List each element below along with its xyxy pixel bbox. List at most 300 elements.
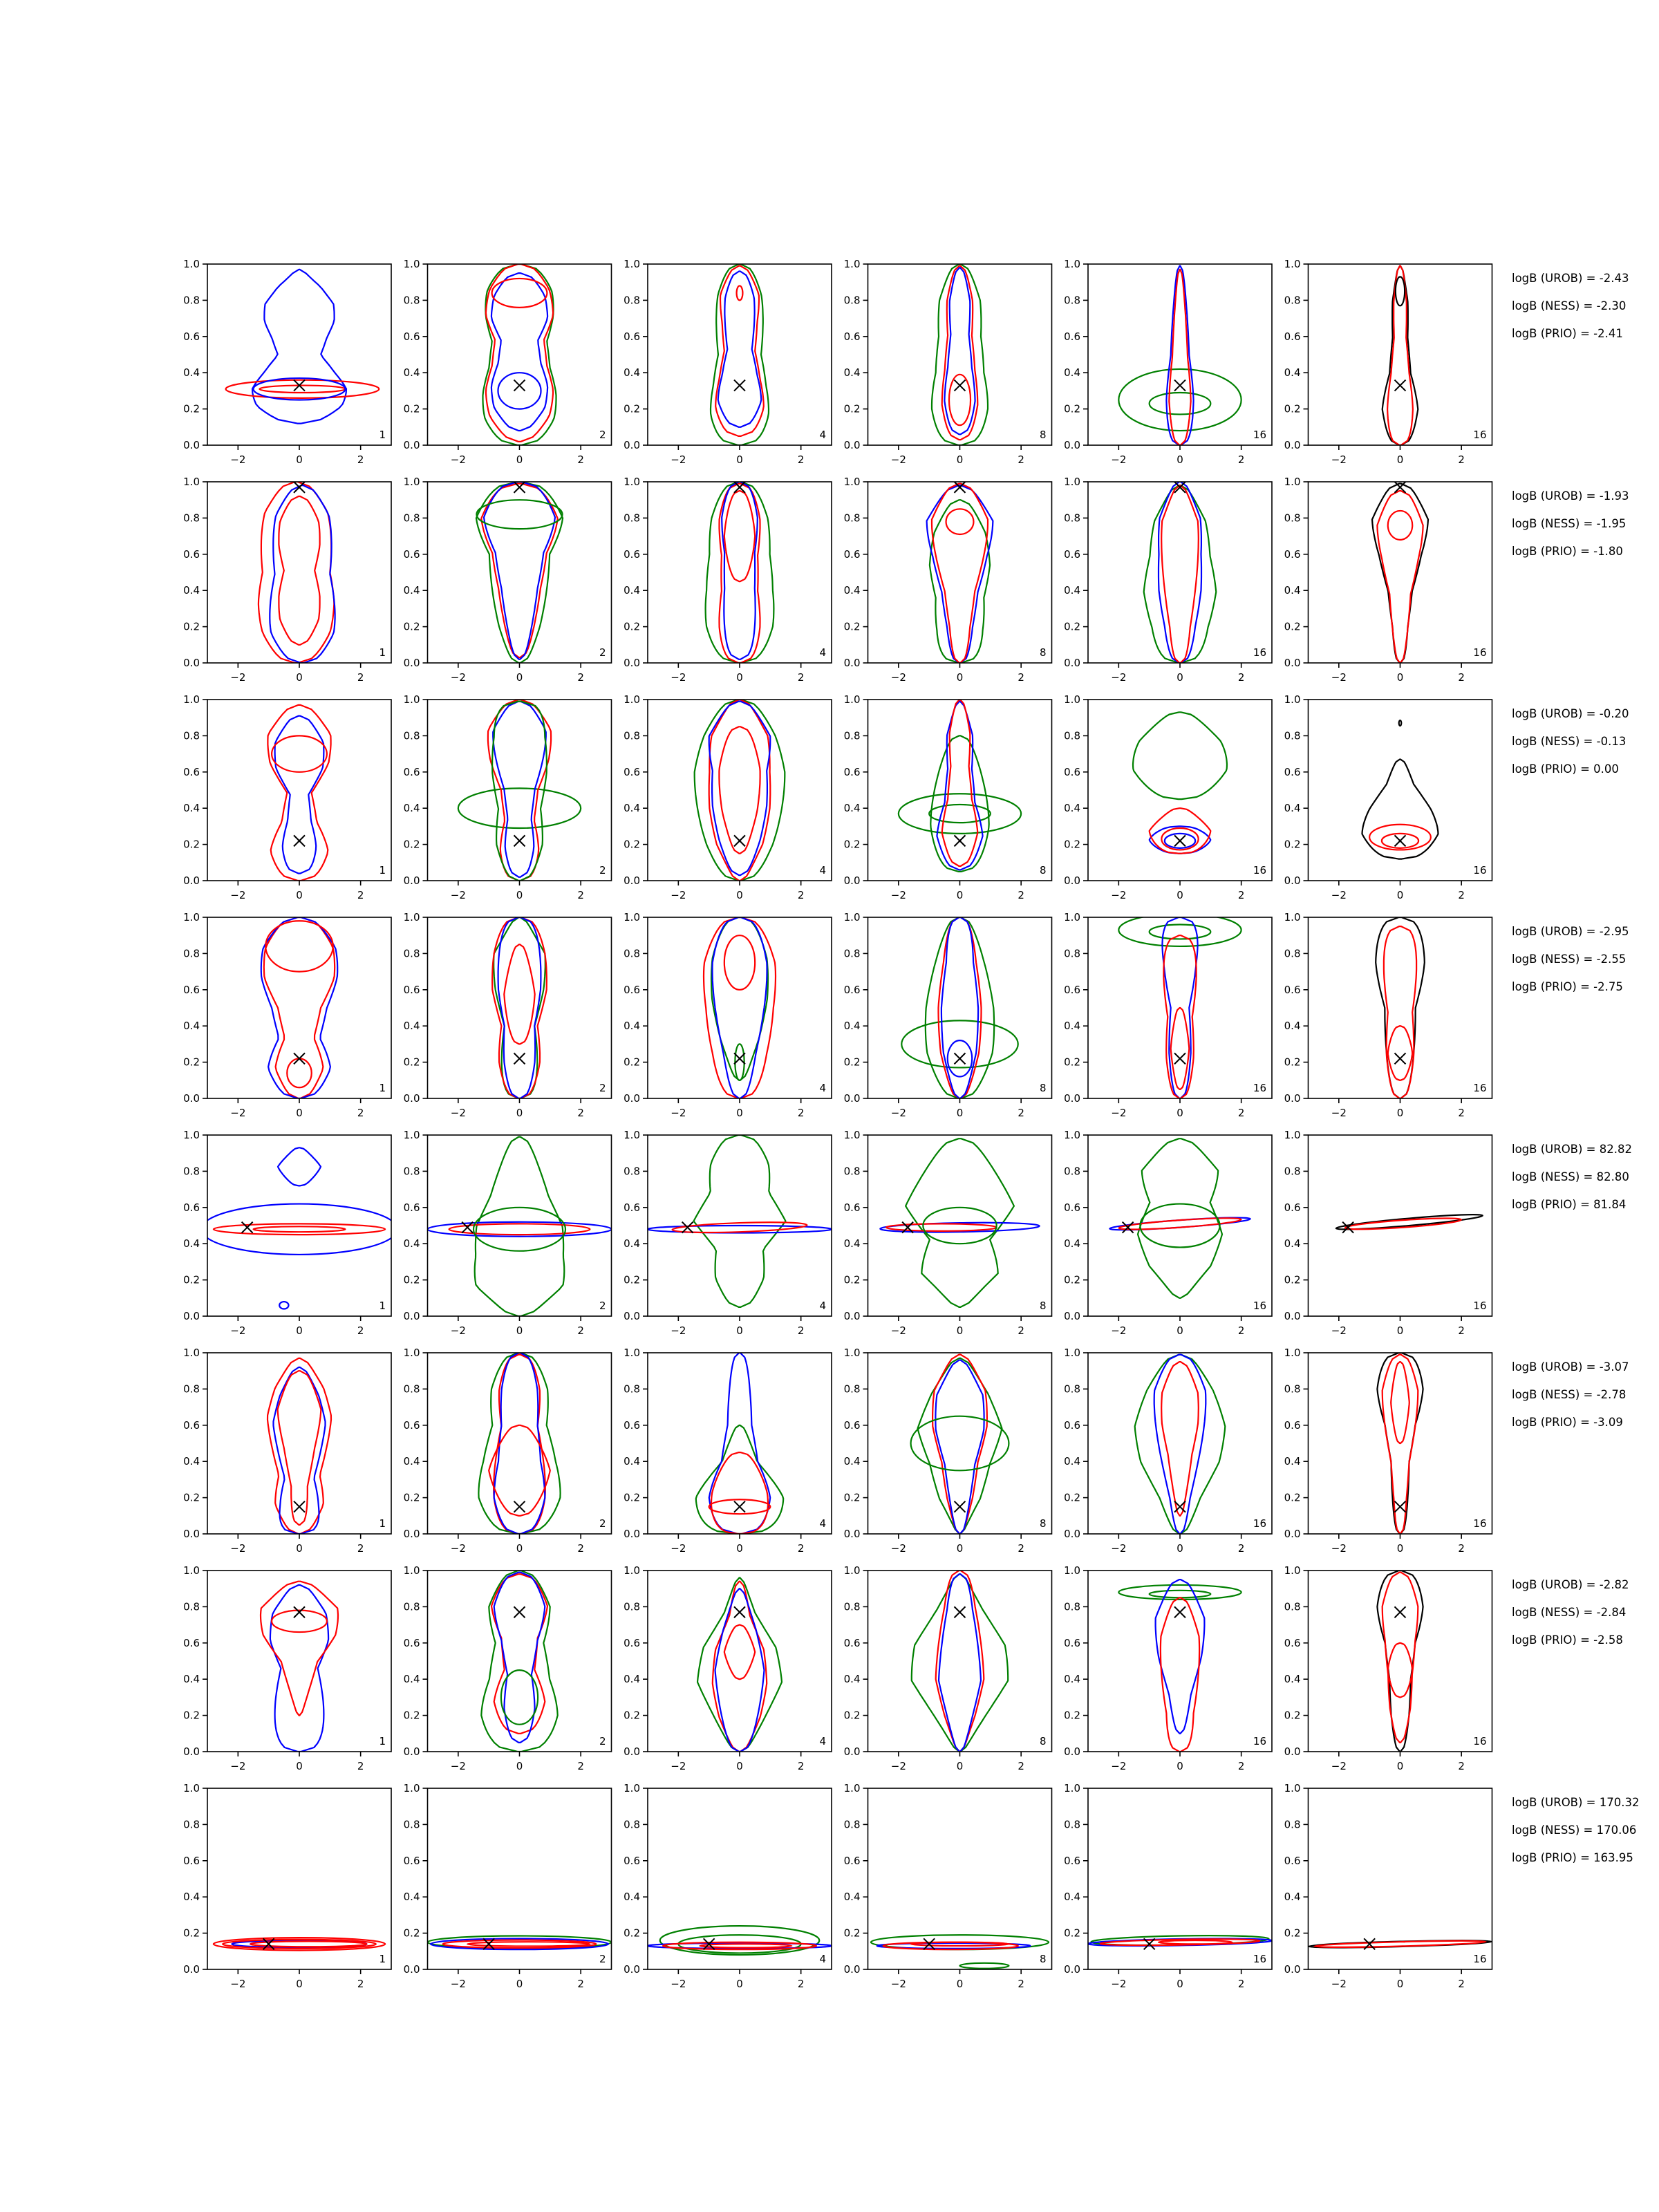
y-tick-label: 0.2 bbox=[624, 1056, 640, 1069]
x-tick-label: 0 bbox=[956, 889, 964, 901]
y-tick-label: 0.2 bbox=[1064, 1273, 1080, 1286]
y-tick-label: 0.4 bbox=[403, 366, 420, 379]
contour-green bbox=[929, 805, 991, 823]
y-tick-label: 0.0 bbox=[1064, 1092, 1080, 1105]
y-tick-label: 0.6 bbox=[183, 1636, 200, 1649]
plot-area bbox=[899, 700, 1021, 872]
x-tick-label: 2 bbox=[1018, 1542, 1024, 1555]
plot-area bbox=[697, 1578, 782, 1752]
panel-number: 16 bbox=[1473, 1953, 1487, 1965]
axes-frame bbox=[207, 264, 391, 445]
y-tick-label: 0.4 bbox=[183, 584, 200, 597]
y-tick-label: 0.4 bbox=[183, 1020, 200, 1033]
panel-number: 16 bbox=[1473, 864, 1487, 877]
plot-area bbox=[481, 1571, 557, 1752]
y-tick-label: 0.0 bbox=[843, 1528, 861, 1540]
panel-r2-c6 bbox=[1284, 476, 1492, 684]
contour-blue bbox=[498, 373, 541, 409]
contour-green bbox=[694, 1135, 786, 1307]
contour-red bbox=[719, 727, 760, 853]
x-tick-label: 0 bbox=[296, 671, 303, 684]
contour-red bbox=[489, 1425, 550, 1516]
y-tick-label: 0.4 bbox=[843, 366, 861, 379]
panel-r4-c2 bbox=[404, 911, 612, 1119]
contour-green bbox=[932, 264, 988, 445]
x-tick-label: 0 bbox=[1177, 1542, 1183, 1555]
x-tick-label: 2 bbox=[1018, 671, 1024, 684]
y-tick-label: 0.0 bbox=[183, 1963, 200, 1976]
y-tick-label: 0.0 bbox=[403, 1310, 420, 1322]
x-tick-label: 0 bbox=[1177, 1324, 1183, 1337]
y-tick-label: 0.2 bbox=[843, 838, 861, 851]
logB-annotation: logB (UROB) = -0.20 bbox=[1512, 707, 1629, 720]
y-tick-label: 1.0 bbox=[1284, 693, 1301, 706]
contour-green bbox=[711, 917, 768, 1080]
y-tick-label: 0.4 bbox=[843, 1891, 861, 1904]
y-tick-label: 0.6 bbox=[1064, 1636, 1080, 1649]
y-tick-label: 0.4 bbox=[624, 366, 640, 379]
panel-r6-c5 bbox=[1064, 1347, 1272, 1555]
logB-annotation: logB (UROB) = -2.82 bbox=[1512, 1578, 1629, 1591]
plot-area bbox=[1377, 1353, 1423, 1534]
logB-annotation: logB (NESS) = 82.80 bbox=[1512, 1170, 1629, 1183]
y-tick-label: 0.4 bbox=[1064, 1455, 1080, 1468]
y-tick-label: 0.6 bbox=[624, 330, 640, 343]
x-tick-label: 2 bbox=[357, 671, 364, 684]
axes-frame bbox=[648, 264, 832, 445]
y-tick-label: 0.2 bbox=[843, 1709, 861, 1722]
panel-r1-c4 bbox=[844, 258, 1052, 466]
y-tick-label: 0.2 bbox=[843, 1491, 861, 1504]
panel-number: 4 bbox=[819, 1953, 826, 1965]
contour-red bbox=[724, 1625, 755, 1680]
x-tick-label: 2 bbox=[1018, 889, 1024, 901]
true-value-marker bbox=[734, 835, 745, 846]
panel-r3-c3 bbox=[624, 693, 832, 901]
x-tick-label: 2 bbox=[357, 889, 364, 901]
contour-green bbox=[926, 917, 994, 1098]
y-tick-label: 0.0 bbox=[183, 1528, 200, 1540]
x-tick-label: 0 bbox=[956, 1978, 964, 1990]
x-tick-label: −2 bbox=[1111, 671, 1127, 684]
y-tick-label: 0.6 bbox=[1284, 547, 1301, 561]
y-tick-label: 0.2 bbox=[403, 1927, 420, 1940]
y-tick-label: 0.0 bbox=[624, 1528, 640, 1540]
plot-area bbox=[226, 270, 379, 424]
x-tick-label: 0 bbox=[1396, 1760, 1404, 1772]
logB-annotation: logB (UROB) = -2.95 bbox=[1512, 925, 1629, 938]
y-tick-label: 1.0 bbox=[843, 476, 861, 488]
y-tick-label: 0.8 bbox=[624, 294, 640, 307]
panel-r3-c5 bbox=[1064, 693, 1272, 901]
contour-red bbox=[1382, 1573, 1418, 1743]
contour-red bbox=[272, 735, 327, 771]
x-tick-label: 2 bbox=[1237, 889, 1245, 901]
x-tick-label: −2 bbox=[1331, 1978, 1347, 1990]
plot-area bbox=[478, 1353, 560, 1534]
y-tick-label: 0.6 bbox=[183, 1854, 200, 1867]
panel-number: 2 bbox=[599, 1953, 606, 1965]
contour-black bbox=[1399, 720, 1402, 726]
x-tick-label: 0 bbox=[296, 453, 303, 466]
x-tick-label: −2 bbox=[671, 1978, 686, 1990]
y-tick-label: 0.2 bbox=[624, 1927, 640, 1940]
contour-blue bbox=[279, 1302, 288, 1309]
y-tick-label: 0.2 bbox=[1064, 1927, 1080, 1940]
contour-green bbox=[476, 500, 562, 529]
true-value-marker bbox=[734, 1501, 745, 1512]
x-tick-label: −2 bbox=[1331, 1107, 1347, 1119]
panel-r5-c6 bbox=[1284, 1129, 1492, 1337]
y-tick-label: 0.2 bbox=[183, 1273, 200, 1286]
x-tick-label: −2 bbox=[1111, 1324, 1127, 1337]
panel-r5-c5 bbox=[1064, 1129, 1272, 1337]
x-tick-label: 2 bbox=[577, 671, 584, 684]
y-tick-label: 1.0 bbox=[843, 1782, 861, 1794]
y-tick-label: 0.6 bbox=[1284, 1636, 1301, 1649]
true-value-marker bbox=[955, 380, 966, 391]
plot-area bbox=[428, 1137, 612, 1316]
x-tick-label: 0 bbox=[956, 1542, 964, 1555]
logB-annotation: logB (UROB) = 170.32 bbox=[1512, 1796, 1640, 1809]
y-tick-label: 0.4 bbox=[183, 1891, 200, 1904]
y-tick-label: 0.0 bbox=[624, 1310, 640, 1322]
y-tick-label: 0.8 bbox=[624, 1818, 640, 1831]
plot-area bbox=[704, 917, 776, 1098]
contour-red bbox=[264, 917, 335, 1098]
y-tick-label: 0.8 bbox=[403, 729, 420, 742]
y-tick-label: 0.0 bbox=[624, 1963, 640, 1976]
y-tick-label: 0.2 bbox=[624, 1709, 640, 1722]
y-tick-label: 0.4 bbox=[1064, 1237, 1080, 1250]
y-tick-label: 1.0 bbox=[1284, 1347, 1301, 1359]
contour-green bbox=[696, 1425, 783, 1534]
x-tick-label: −2 bbox=[890, 671, 906, 684]
x-tick-label: 2 bbox=[357, 1107, 364, 1119]
logB-annotation: logB (UROB) = 82.82 bbox=[1512, 1143, 1632, 1156]
plot-area bbox=[201, 1147, 397, 1309]
contour-black bbox=[1376, 917, 1425, 1098]
y-tick-label: 0.4 bbox=[624, 1673, 640, 1686]
axes-frame bbox=[428, 1135, 612, 1316]
y-tick-label: 0.4 bbox=[624, 1020, 640, 1033]
y-tick-label: 0.8 bbox=[843, 294, 861, 307]
contour-red bbox=[1388, 511, 1412, 540]
contour-red bbox=[1163, 935, 1196, 1098]
true-value-marker bbox=[1174, 835, 1185, 846]
logB-annotations-row-2 bbox=[1512, 489, 1629, 558]
panel-r1-c6 bbox=[1284, 258, 1492, 466]
panel-r7-c3 bbox=[624, 1564, 832, 1772]
y-tick-label: 0.0 bbox=[183, 874, 200, 887]
x-tick-label: −2 bbox=[450, 453, 466, 466]
y-tick-label: 0.6 bbox=[183, 1418, 200, 1432]
panel-number: 8 bbox=[1039, 1735, 1047, 1747]
panel-r8-c5 bbox=[1064, 1782, 1272, 1990]
panel-r2-c4 bbox=[844, 476, 1052, 684]
contour-red bbox=[261, 1582, 338, 1716]
x-tick-label: −2 bbox=[230, 889, 246, 901]
y-tick-label: 1.0 bbox=[1064, 693, 1080, 706]
contour-blue bbox=[722, 482, 758, 659]
x-tick-label: 0 bbox=[296, 1978, 303, 1990]
y-tick-label: 0.4 bbox=[1064, 1020, 1080, 1033]
contour-blue bbox=[270, 485, 335, 663]
y-tick-label: 0.8 bbox=[624, 512, 640, 525]
x-tick-label: 0 bbox=[296, 1760, 303, 1772]
y-tick-label: 0.4 bbox=[403, 1673, 420, 1686]
contour-green bbox=[901, 1020, 1018, 1067]
contour-red bbox=[278, 1371, 321, 1525]
y-tick-label: 0.2 bbox=[624, 402, 640, 415]
y-tick-label: 0.4 bbox=[843, 1673, 861, 1686]
y-tick-label: 0.8 bbox=[1064, 947, 1080, 960]
y-tick-label: 1.0 bbox=[843, 258, 861, 270]
x-tick-label: −2 bbox=[671, 1760, 686, 1772]
y-tick-label: 0.0 bbox=[1064, 1963, 1080, 1976]
y-tick-label: 0.2 bbox=[1284, 1927, 1301, 1940]
panel-number: 16 bbox=[1473, 1517, 1487, 1530]
axes-frame bbox=[868, 1571, 1052, 1752]
panel-r2-c2 bbox=[404, 476, 612, 684]
x-tick-label: −2 bbox=[230, 453, 246, 466]
x-tick-label: 2 bbox=[577, 1542, 584, 1555]
contour-blue bbox=[261, 917, 337, 1098]
y-tick-label: 1.0 bbox=[183, 1564, 200, 1577]
y-tick-label: 0.0 bbox=[183, 439, 200, 451]
y-tick-label: 0.6 bbox=[624, 1418, 640, 1432]
y-tick-label: 0.0 bbox=[183, 657, 200, 669]
y-tick-label: 1.0 bbox=[183, 1782, 200, 1794]
y-tick-label: 0.6 bbox=[1064, 983, 1080, 996]
y-tick-label: 0.0 bbox=[1064, 657, 1080, 669]
y-tick-label: 0.0 bbox=[1284, 657, 1301, 669]
y-tick-label: 0.8 bbox=[1064, 1818, 1080, 1831]
y-tick-label: 1.0 bbox=[1284, 1564, 1301, 1577]
true-value-marker bbox=[1342, 1222, 1353, 1233]
contour-blue bbox=[941, 917, 978, 1098]
y-tick-label: 0.2 bbox=[843, 1927, 861, 1940]
y-tick-label: 1.0 bbox=[403, 1129, 420, 1141]
y-tick-label: 1.0 bbox=[183, 693, 200, 706]
x-tick-label: 2 bbox=[1237, 1542, 1245, 1555]
contour-green bbox=[475, 1137, 565, 1316]
x-tick-label: 2 bbox=[1018, 1978, 1024, 1990]
x-tick-label: 0 bbox=[736, 453, 743, 466]
logB-annotation: logB (PRIO) = -3.09 bbox=[1512, 1416, 1623, 1429]
plot-area bbox=[1376, 917, 1425, 1098]
y-tick-label: 0.8 bbox=[1064, 1165, 1080, 1178]
contour-blue bbox=[201, 1204, 397, 1255]
y-tick-label: 0.4 bbox=[183, 802, 200, 815]
y-tick-label: 1.0 bbox=[624, 258, 640, 270]
x-tick-label: −2 bbox=[1331, 1760, 1347, 1772]
panel-r6-c4 bbox=[844, 1347, 1052, 1555]
y-tick-label: 1.0 bbox=[1064, 1347, 1080, 1359]
y-tick-label: 0.6 bbox=[624, 1201, 640, 1214]
y-tick-label: 0.0 bbox=[403, 874, 420, 887]
y-tick-label: 0.6 bbox=[183, 765, 200, 778]
x-tick-label: 2 bbox=[797, 1107, 805, 1119]
x-tick-label: 2 bbox=[797, 671, 805, 684]
contour-red bbox=[265, 921, 333, 971]
contour-green bbox=[476, 482, 563, 663]
y-tick-label: 1.0 bbox=[403, 1782, 420, 1794]
plot-area bbox=[1362, 720, 1438, 859]
contour-green bbox=[458, 788, 581, 828]
plot-area bbox=[1372, 482, 1428, 663]
x-tick-label: −2 bbox=[671, 1107, 686, 1119]
y-tick-label: 0.6 bbox=[403, 1854, 420, 1867]
y-tick-label: 0.6 bbox=[624, 765, 640, 778]
contour-red bbox=[724, 935, 755, 990]
y-tick-label: 0.0 bbox=[1064, 874, 1080, 887]
x-tick-label: 0 bbox=[1177, 889, 1183, 901]
x-tick-label: 2 bbox=[797, 1542, 805, 1555]
y-tick-label: 0.2 bbox=[1284, 1709, 1301, 1722]
x-tick-label: 2 bbox=[577, 453, 584, 466]
x-tick-label: 0 bbox=[516, 1760, 523, 1772]
x-tick-label: 0 bbox=[736, 671, 743, 684]
y-tick-label: 0.0 bbox=[403, 439, 420, 451]
plot-area bbox=[706, 482, 774, 663]
y-tick-label: 0.6 bbox=[843, 1418, 861, 1432]
y-tick-label: 0.0 bbox=[1284, 439, 1301, 451]
y-tick-label: 1.0 bbox=[624, 1129, 640, 1141]
x-tick-label: 2 bbox=[1458, 1760, 1465, 1772]
y-tick-label: 0.0 bbox=[843, 1745, 861, 1758]
y-tick-label: 0.8 bbox=[403, 1600, 420, 1613]
x-tick-label: 2 bbox=[1018, 1324, 1024, 1337]
y-tick-label: 0.0 bbox=[1284, 1528, 1301, 1540]
x-tick-label: −2 bbox=[230, 1542, 246, 1555]
y-tick-label: 0.4 bbox=[1284, 802, 1301, 815]
panel-r6-c1 bbox=[183, 1347, 391, 1555]
true-value-marker bbox=[1395, 1501, 1406, 1512]
x-tick-label: −2 bbox=[671, 671, 686, 684]
x-tick-label: 2 bbox=[577, 1324, 584, 1337]
y-tick-label: 1.0 bbox=[843, 911, 861, 924]
y-tick-label: 1.0 bbox=[403, 1564, 420, 1577]
panel-number: 16 bbox=[1253, 1953, 1266, 1965]
y-tick-label: 0.0 bbox=[1284, 874, 1301, 887]
x-tick-label: −2 bbox=[890, 1107, 906, 1119]
axes-frame bbox=[207, 482, 391, 663]
x-tick-label: −2 bbox=[1331, 1324, 1347, 1337]
panel-number: 8 bbox=[1039, 1300, 1047, 1312]
true-value-marker bbox=[1174, 380, 1185, 391]
y-tick-label: 0.8 bbox=[403, 947, 420, 960]
plot-area bbox=[901, 917, 1018, 1098]
x-tick-label: 0 bbox=[1396, 671, 1404, 684]
panel-r8-c4 bbox=[844, 1782, 1052, 1990]
y-tick-label: 0.6 bbox=[843, 1854, 861, 1867]
y-tick-label: 0.0 bbox=[1064, 1745, 1080, 1758]
plot-area bbox=[458, 700, 581, 881]
contour-green bbox=[1133, 712, 1227, 799]
y-tick-label: 0.6 bbox=[843, 330, 861, 343]
contour-red bbox=[724, 491, 755, 581]
panel-number: 16 bbox=[1473, 646, 1487, 659]
y-tick-label: 0.2 bbox=[183, 1491, 200, 1504]
y-tick-label: 1.0 bbox=[403, 693, 420, 706]
plot-area bbox=[492, 917, 547, 1098]
logB-annotation: logB (PRIO) = -2.41 bbox=[1512, 327, 1623, 340]
y-tick-label: 0.0 bbox=[403, 1092, 420, 1105]
contour-red bbox=[1118, 1216, 1241, 1232]
x-tick-label: 0 bbox=[516, 1324, 523, 1337]
y-tick-label: 0.6 bbox=[1284, 1418, 1301, 1432]
y-tick-label: 1.0 bbox=[1064, 1129, 1080, 1141]
true-value-marker bbox=[1395, 1606, 1406, 1618]
y-tick-label: 1.0 bbox=[1064, 1564, 1080, 1577]
x-tick-label: 2 bbox=[1458, 453, 1465, 466]
contour-green bbox=[1150, 393, 1211, 414]
panel-number: 16 bbox=[1473, 1082, 1487, 1094]
y-tick-label: 0.2 bbox=[624, 1491, 640, 1504]
panel-number: 16 bbox=[1253, 646, 1266, 659]
y-tick-label: 0.6 bbox=[1284, 765, 1301, 778]
y-tick-label: 0.4 bbox=[1284, 366, 1301, 379]
panel-r1-c2 bbox=[404, 258, 612, 466]
x-tick-label: 0 bbox=[1396, 1542, 1404, 1555]
panel-r7-c6 bbox=[1284, 1564, 1492, 1772]
y-tick-label: 0.2 bbox=[843, 1056, 861, 1069]
y-tick-label: 0.6 bbox=[1284, 1854, 1301, 1867]
y-tick-label: 0.4 bbox=[843, 1020, 861, 1033]
contour-green bbox=[960, 1963, 1009, 1969]
axes-frame bbox=[868, 264, 1052, 445]
panel-number: 1 bbox=[379, 864, 386, 877]
x-tick-label: −2 bbox=[450, 1107, 466, 1119]
panel-r7-c2 bbox=[404, 1564, 612, 1772]
y-tick-label: 0.8 bbox=[843, 947, 861, 960]
y-tick-label: 0.6 bbox=[1284, 1201, 1301, 1214]
y-tick-label: 0.6 bbox=[403, 547, 420, 561]
x-tick-label: −2 bbox=[230, 1324, 246, 1337]
panel-number: 16 bbox=[1253, 1735, 1266, 1747]
axes-frame bbox=[1309, 264, 1492, 445]
y-tick-label: 0.4 bbox=[403, 1237, 420, 1250]
y-tick-label: 0.8 bbox=[403, 512, 420, 525]
x-tick-label: 0 bbox=[956, 1324, 964, 1337]
panel-r3-c4 bbox=[844, 693, 1052, 901]
true-value-marker bbox=[1123, 1222, 1134, 1233]
contour-blue bbox=[1159, 482, 1201, 663]
y-tick-label: 0.8 bbox=[1064, 729, 1080, 742]
panel-r6-c2 bbox=[404, 1347, 612, 1555]
y-tick-label: 0.2 bbox=[843, 620, 861, 633]
axes-frame bbox=[428, 700, 612, 881]
plot-area bbox=[912, 1571, 1008, 1752]
contour-red bbox=[259, 482, 334, 663]
y-tick-label: 0.4 bbox=[403, 1020, 420, 1033]
contour-red bbox=[268, 705, 330, 881]
y-tick-label: 0.0 bbox=[843, 439, 861, 451]
x-tick-label: 2 bbox=[1237, 1978, 1245, 1990]
logB-annotations-row-8 bbox=[1512, 1796, 1640, 1864]
x-tick-label: −2 bbox=[890, 1978, 906, 1990]
contour-green bbox=[1150, 1591, 1211, 1597]
panel-r4-c4 bbox=[844, 911, 1052, 1119]
x-tick-label: −2 bbox=[450, 1978, 466, 1990]
y-tick-label: 0.4 bbox=[1284, 1020, 1301, 1033]
logB-annotations-row-1 bbox=[1512, 272, 1629, 340]
y-tick-label: 1.0 bbox=[183, 258, 200, 270]
contour-red bbox=[1161, 1362, 1199, 1516]
panel-number: 2 bbox=[599, 864, 606, 877]
y-tick-label: 1.0 bbox=[1284, 258, 1301, 270]
